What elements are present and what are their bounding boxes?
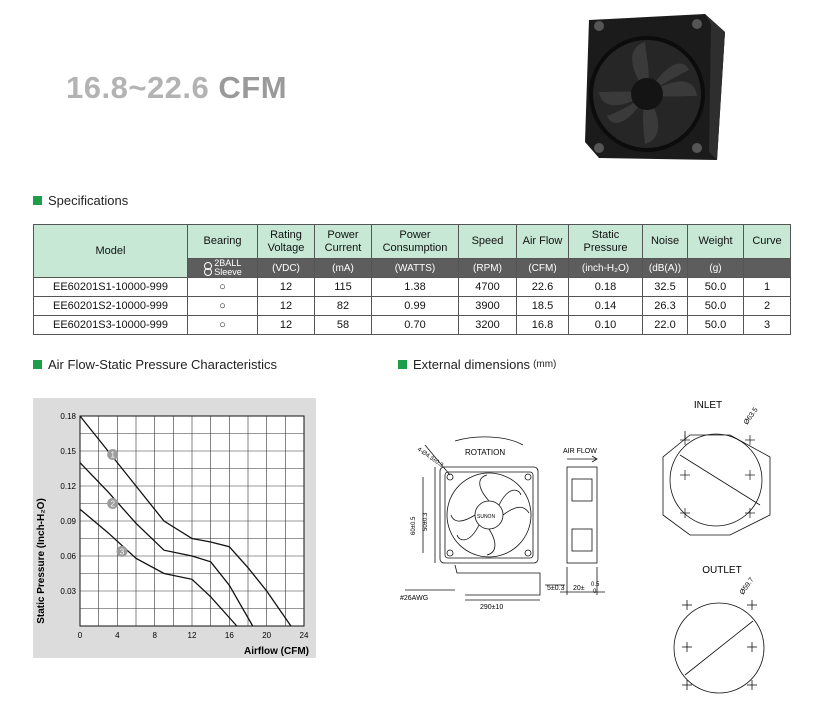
series-label-3: 3 [119, 547, 125, 557]
outlet-label: OUTLET [702, 565, 742, 576]
unit-sleeve: Sleeve [214, 267, 242, 277]
thickness-label: 20± [573, 585, 585, 592]
y-tick-label: 0.06 [60, 552, 76, 561]
spec-table [33, 224, 791, 335]
section-specifications [33, 193, 128, 208]
col-consumption: Power Consumption [372, 225, 459, 259]
cell-curve: 1 [744, 278, 791, 297]
section-specifications-label: Specifications [48, 193, 129, 208]
unit-noise: (dB(A)) [643, 259, 688, 278]
bearing-icon [203, 262, 212, 275]
cell-consumption: 0.99 [372, 297, 459, 316]
x-tick-label: 24 [299, 631, 309, 640]
height-1: 60±0.5 [411, 516, 417, 535]
outlet-view [674, 600, 764, 693]
section-airflow [33, 357, 277, 372]
section-dimensions-label: External dimensions [413, 357, 531, 372]
offset-label: 5±0.3 [547, 585, 565, 592]
y-tick-label: 0.09 [60, 517, 76, 526]
section-airflow-label: Air Flow-Static Pressure Characteristics [48, 357, 277, 372]
cell-model: EE60201S2-10000-999 [34, 297, 188, 316]
hole-note: 4-Ø4.3±0.3 [415, 446, 444, 469]
section-dimensions-unit: (mm) [533, 359, 557, 370]
unit-bearing [188, 259, 258, 278]
unit-voltage: (VDC) [258, 259, 315, 278]
cell-bearing: ○ [188, 316, 258, 335]
chart-grid [80, 416, 304, 626]
x-tick-label: 12 [187, 631, 197, 640]
cell-bearing: ○ [188, 297, 258, 316]
wire-label: #26AWG [400, 595, 429, 602]
cell-current: 115 [315, 278, 372, 297]
section-bullet [33, 196, 42, 205]
cell-speed: 3200 [459, 316, 517, 335]
col-pressure: Static Pressure [569, 225, 643, 259]
col-current: Power Current [315, 225, 372, 259]
brand-label: SUNON [477, 514, 496, 520]
section-bullet [33, 360, 42, 369]
inlet-label: INLET [693, 400, 723, 411]
x-tick-label: 0 [77, 631, 83, 640]
unit-curve [744, 259, 791, 278]
col-speed: Speed [459, 225, 517, 259]
x-tick-label: 16 [224, 631, 234, 640]
col-airflow: Air Flow [517, 225, 569, 259]
cell-model: EE60201S1-10000-999 [34, 278, 188, 297]
cell-current: 58 [315, 316, 372, 335]
cell-voltage: 12 [258, 278, 315, 297]
unit-ball: 2BALL [214, 258, 242, 268]
unit-speed: (RPM) [459, 259, 517, 278]
x-axis-label: Airflow (CFM) [244, 646, 309, 657]
y-tick-label: 0.15 [60, 447, 76, 456]
thickness-tol: 0.5 [591, 582, 600, 588]
series-label-2: 2 [110, 499, 115, 509]
col-weight: Weight [688, 225, 744, 259]
unit-current: (mA) [315, 259, 372, 278]
cell-model: EE60201S3-10000-999 [34, 316, 188, 335]
fan-image [585, 12, 727, 162]
cell-airflow: 16.8 [517, 316, 569, 335]
cell-weight: 50.0 [688, 316, 744, 335]
cell-curve: 2 [744, 297, 791, 316]
section-bullet [398, 360, 407, 369]
series-label-1: 1 [110, 450, 115, 460]
cell-curve: 3 [744, 316, 791, 335]
outlet-diameter: Ø59.7 [738, 576, 756, 597]
col-bearing: Bearing [188, 225, 258, 259]
dimension-drawings [395, 395, 815, 715]
table-row [34, 297, 791, 316]
page-title [66, 70, 287, 106]
airflow-label: AIR FLOW [563, 448, 597, 455]
title-range: 16.8~22.6 [66, 70, 210, 105]
cell-airflow: 18.5 [517, 297, 569, 316]
col-voltage: Rating Voltage [258, 225, 315, 259]
table-row [34, 278, 791, 297]
inlet-view [663, 431, 770, 535]
unit-consumption: (WATTS) [372, 259, 459, 278]
cell-pressure: 0.14 [569, 297, 643, 316]
cell-pressure: 0.18 [569, 278, 643, 297]
cell-weight: 50.0 [688, 278, 744, 297]
unit-airflow: (CFM) [517, 259, 569, 278]
y-tick-label: 0.03 [60, 587, 76, 596]
y-tick-label: 0.18 [60, 412, 76, 421]
cell-current: 82 [315, 297, 372, 316]
cell-pressure: 0.10 [569, 316, 643, 335]
x-tick-label: 4 [115, 631, 120, 640]
title-unit: CFM [218, 70, 288, 105]
cell-consumption: 1.38 [372, 278, 459, 297]
unit-pressure: (inch-H₂O) [569, 259, 643, 278]
airflow-pressure-chart [33, 398, 316, 660]
cell-voltage: 12 [258, 297, 315, 316]
unit-weight: (g) [688, 259, 744, 278]
rotation-label: ROTATION [465, 448, 506, 457]
col-model: Model [34, 225, 188, 278]
table-header-row [34, 225, 791, 259]
cell-speed: 4700 [459, 278, 517, 297]
cell-noise: 22.0 [643, 316, 688, 335]
cell-airflow: 22.6 [517, 278, 569, 297]
col-noise: Noise [643, 225, 688, 259]
inlet-diameter: Ø63.5 [742, 406, 760, 427]
y-tick-label: 0.12 [60, 482, 76, 491]
cell-consumption: 0.70 [372, 316, 459, 335]
cell-noise: 32.5 [643, 278, 688, 297]
col-curve: Curve [744, 225, 791, 259]
cell-noise: 26.3 [643, 297, 688, 316]
side-view [560, 456, 605, 595]
cell-bearing: ○ [188, 278, 258, 297]
cell-speed: 3900 [459, 297, 517, 316]
table-row [34, 316, 791, 335]
x-tick-label: 20 [262, 631, 272, 640]
y-axis-label: Static Pressure (Inch-H₂O) [36, 498, 47, 624]
cell-voltage: 12 [258, 316, 315, 335]
wire-length: 290±10 [480, 604, 504, 611]
height-2: 50±0.3 [423, 512, 429, 531]
section-dimensions [398, 357, 556, 372]
thickness-tol2: 0 [593, 589, 597, 595]
cell-weight: 50.0 [688, 297, 744, 316]
x-tick-label: 8 [152, 631, 157, 640]
